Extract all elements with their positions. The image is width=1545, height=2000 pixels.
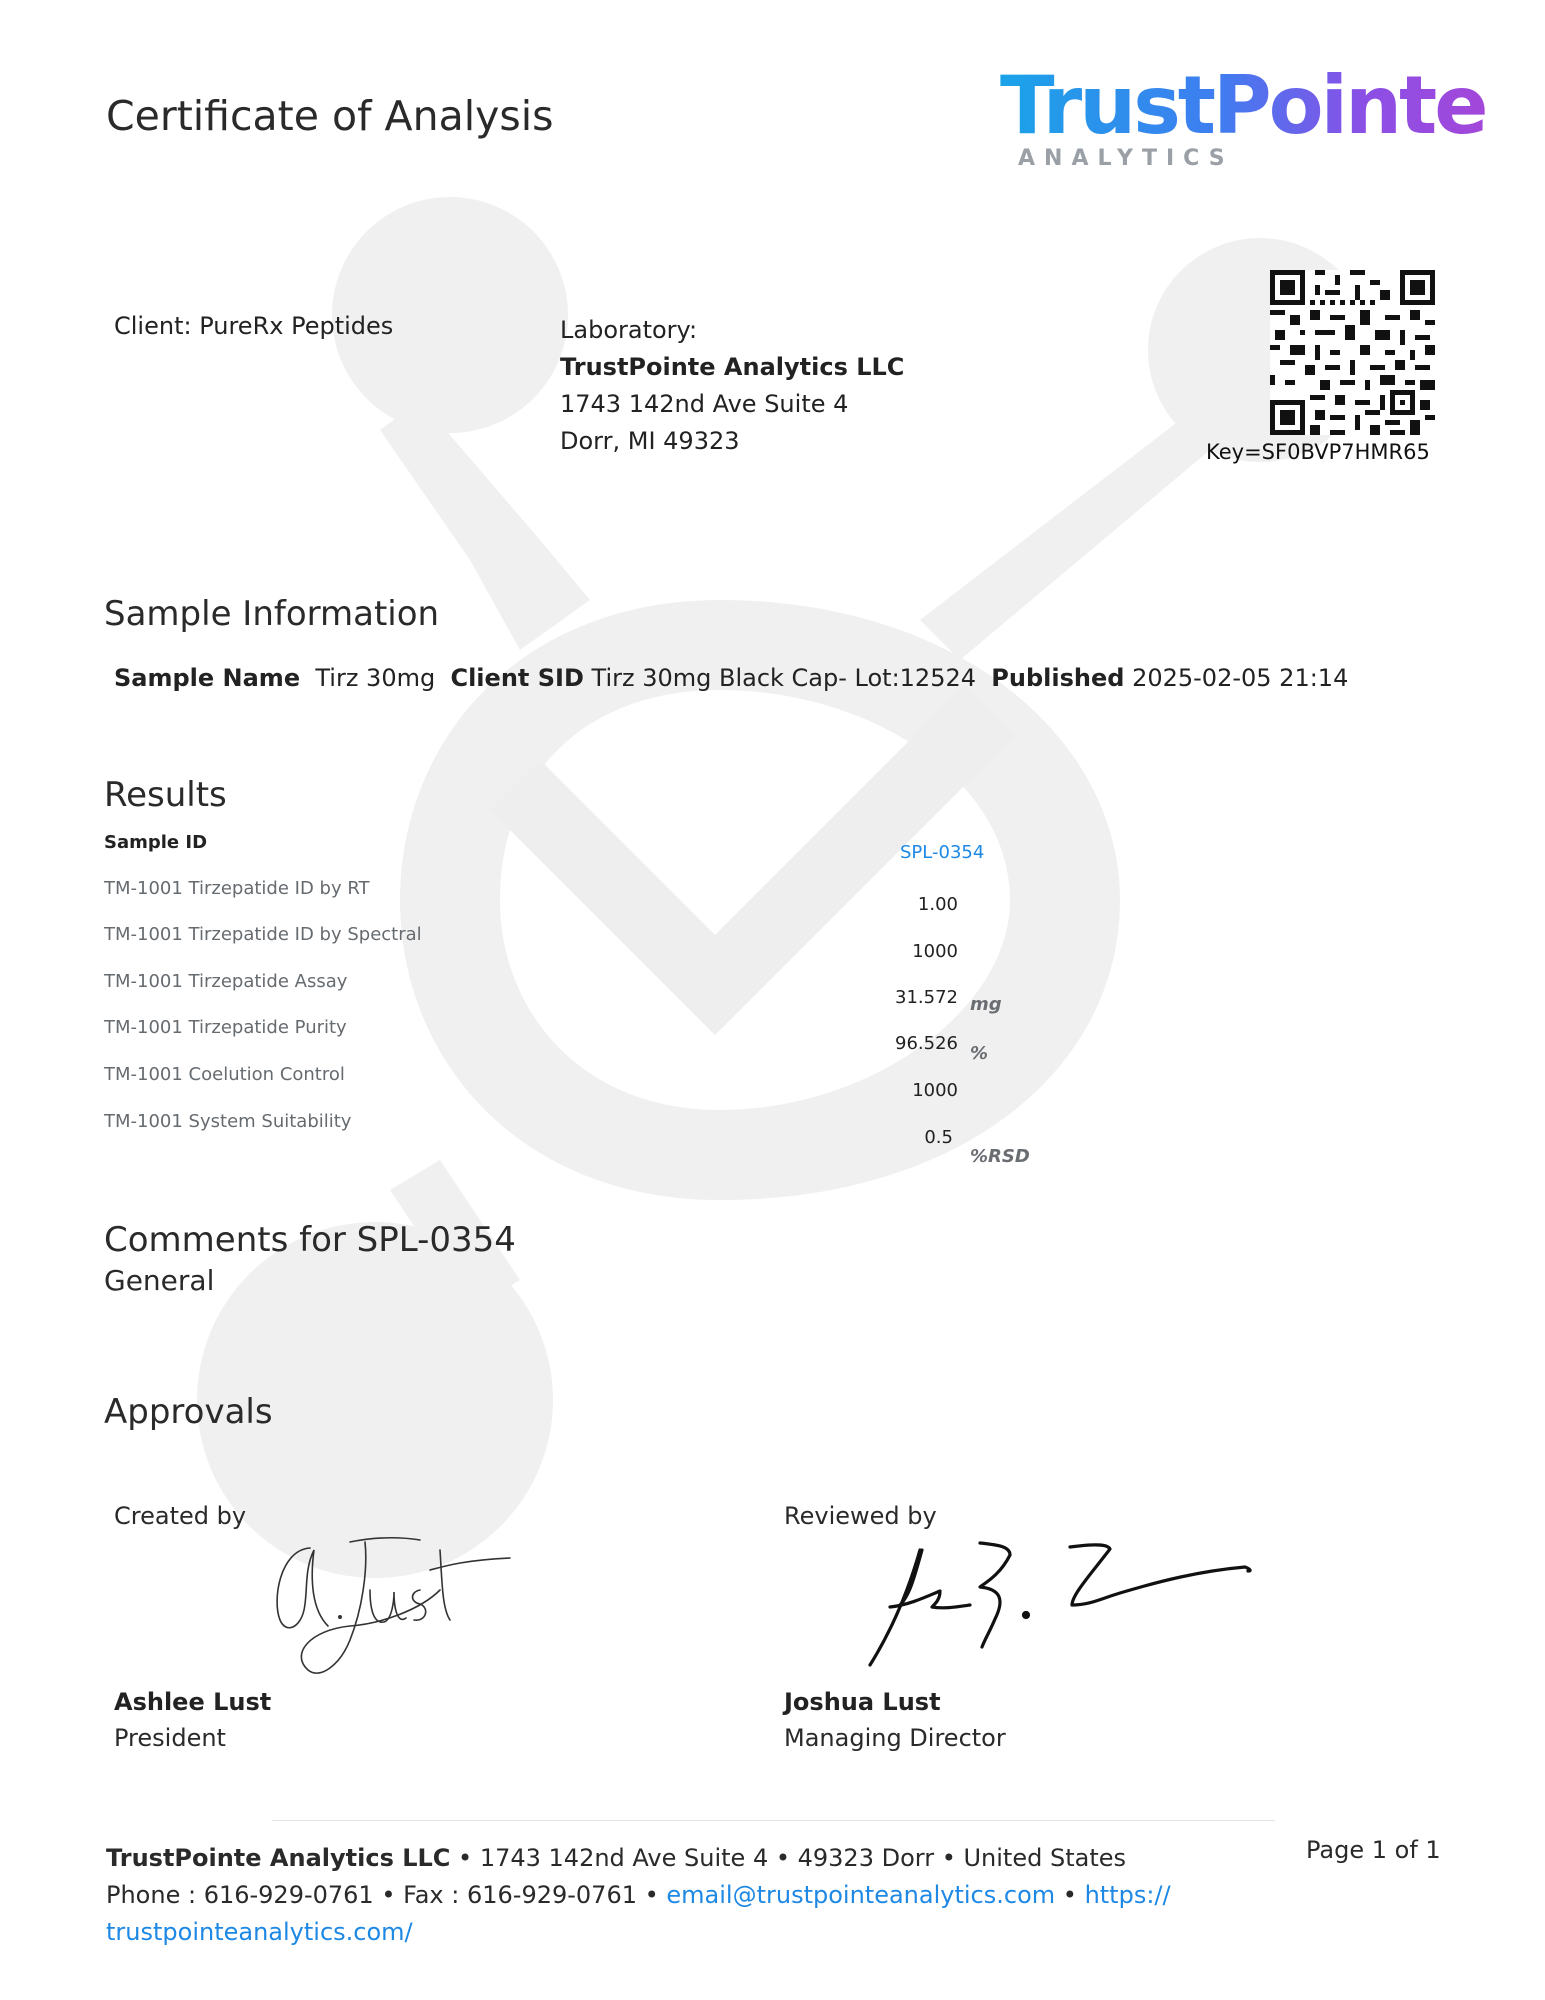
result-test-name: TM-1001 Tirzepatide Purity (104, 1017, 347, 1038)
created-by-label: Created by (114, 1502, 247, 1530)
footer-phone-fax: Phone : 616-929-0761 • Fax : 616-929-0761 • (106, 1881, 667, 1909)
trustpointe-logo (1000, 59, 1486, 176)
laboratory-name: TrustPointe Analytics LLC (560, 353, 905, 381)
sample-name-label: Sample Name (114, 664, 301, 692)
client-info: Client: PureRx Peptides (114, 312, 394, 340)
sample-id-label: Sample ID (104, 832, 208, 853)
result-unit: mg (970, 994, 1002, 1015)
comments-subheading: General (104, 1264, 215, 1297)
created-by-title: President (114, 1724, 226, 1752)
laboratory-address-line2: Dorr, MI 49323 (560, 427, 740, 455)
footer-email-link[interactable]: email@trustpointeanalytics.com (666, 1881, 1056, 1909)
result-value: 1000 (912, 941, 958, 962)
footer (106, 1840, 1256, 1951)
logo-wordmark: TrustPointe (1000, 59, 1486, 152)
laboratory-address-line1: 1743 142nd Ave Suite 4 (560, 390, 849, 418)
comments-heading: Comments for SPL-0354 (104, 1220, 516, 1260)
qr-key: Key=SF0BVP7HMR65 (1206, 440, 1430, 464)
signature-ashlee-lust (270, 1530, 520, 1690)
sample-information-heading: Sample Information (104, 594, 440, 634)
footer-address: • 1743 142nd Ave Suite 4 • 49323 Dorr • United States (450, 1844, 1127, 1872)
sample-information-row (114, 664, 1348, 692)
client-sid-value: Tirz 30mg Black Cap- Lot:12524 (591, 664, 977, 692)
reviewed-by-label: Reviewed by (784, 1502, 937, 1530)
qr-code[interactable] (1270, 270, 1435, 435)
result-unit: %RSD (970, 1146, 1030, 1167)
result-test-name: TM-1001 Tirzepatide ID by Spectral (104, 924, 422, 945)
result-value: 31.572 (895, 987, 958, 1008)
laboratory-info (560, 312, 904, 460)
signature-joshua-lust (860, 1535, 1260, 1670)
results-heading: Results (104, 775, 227, 815)
created-by-name: Ashlee Lust (114, 1688, 272, 1716)
result-test-name: TM-1001 System Suitability (104, 1111, 352, 1132)
logo-subtitle: ANALYTICS (1018, 146, 1234, 171)
footer-website-link-part1[interactable]: https:// (1084, 1881, 1171, 1909)
laboratory-label: Laboratory: (560, 316, 698, 344)
result-value: 1.00 (917, 894, 958, 915)
footer-company: TrustPointe Analytics LLC (106, 1844, 451, 1872)
sample-id-link[interactable]: SPL-0354 (900, 842, 985, 863)
published-value: 2025-02-05 21:14 (1132, 664, 1349, 692)
published-label: Published (991, 664, 1125, 692)
client-sid-label: Client SID (450, 664, 584, 692)
result-value: 1000 (912, 1080, 958, 1101)
result-value: 0.5 (924, 1127, 953, 1148)
approvals-heading: Approvals (104, 1392, 273, 1432)
result-test-name: TM-1001 Coelution Control (104, 1064, 345, 1085)
footer-separator: • (1055, 1881, 1085, 1909)
footer-divider (272, 1820, 1275, 1821)
result-unit: % (970, 1043, 989, 1064)
reviewed-by-name: Joshua Lust (784, 1688, 941, 1716)
document-title: Certificate of Analysis (106, 92, 554, 140)
reviewed-by-title: Managing Director (784, 1724, 1006, 1752)
footer-website-link-part2[interactable]: trustpointeanalytics.com/ (106, 1918, 413, 1946)
sample-name-value: Tirz 30mg (315, 664, 436, 692)
result-value: 96.526 (895, 1033, 958, 1054)
result-test-name: TM-1001 Tirzepatide Assay (104, 971, 348, 992)
page-number: Page 1 of 1 (1306, 1836, 1441, 1864)
result-test-name: TM-1001 Tirzepatide ID by RT (104, 878, 370, 899)
